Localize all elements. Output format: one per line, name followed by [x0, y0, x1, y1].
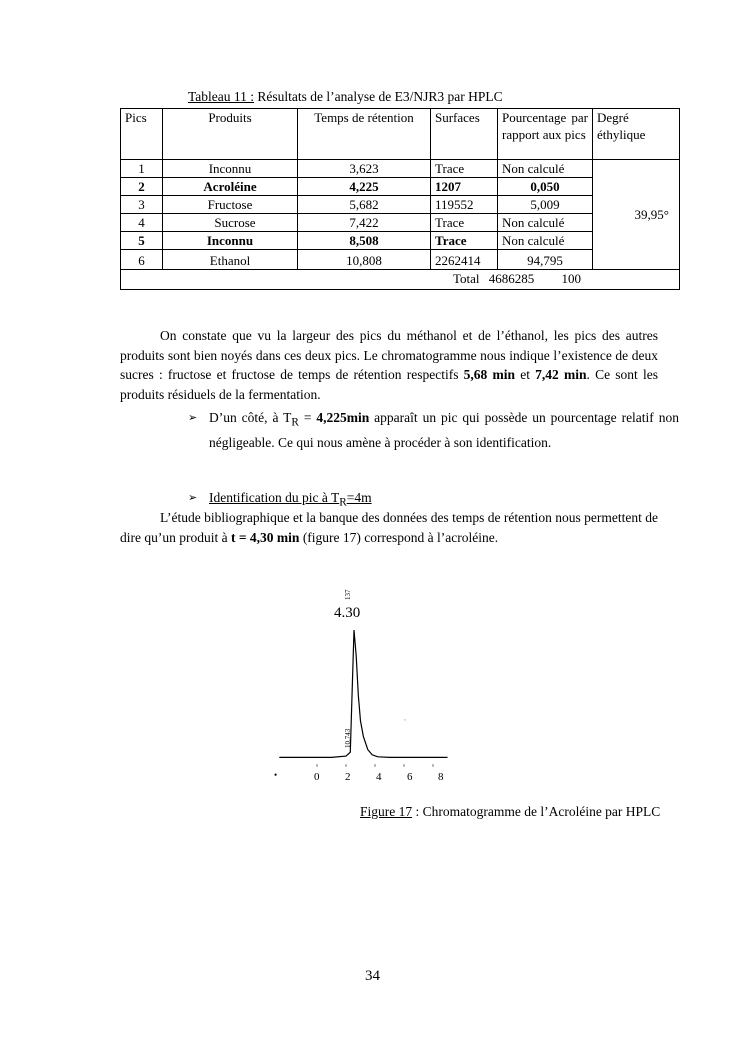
baseline-speck: , — [404, 713, 406, 722]
total-label: Total — [452, 271, 480, 286]
bullet-1-bold: 4,225min — [316, 410, 370, 425]
cell-temps: 10,808 — [298, 250, 431, 270]
table-header-row — [121, 109, 680, 160]
header-temps: Temps de rétention — [298, 109, 431, 160]
cell-produit: Inconnu — [163, 160, 298, 178]
cell-produit: Sucrose — [163, 214, 298, 232]
cell-produit: Ethanol — [163, 250, 298, 270]
bullet-1-subscript: R — [291, 416, 299, 429]
paragraph-1 — [120, 326, 658, 404]
cell-pourcentage: Non calculé — [498, 160, 593, 178]
header-surfaces: Surfaces — [431, 109, 498, 160]
bullet-2-text: Identification du pic à T — [209, 490, 340, 505]
cell-surface: Trace — [431, 160, 498, 178]
table-caption-label: Tableau 11 : — [188, 89, 255, 104]
cell-pourcentage: 5,009 — [498, 196, 593, 214]
chromatogram-trace — [279, 630, 447, 757]
axis-dot: • — [274, 770, 278, 780]
x-tick-label: 0 — [314, 771, 320, 783]
cell-pourcentage: Non calculé — [498, 214, 593, 232]
header-degre: Degré éthylique — [593, 109, 680, 160]
cell-pic: 1 — [121, 160, 163, 178]
cell-temps: 8,508 — [298, 232, 431, 250]
cell-pic: 2 — [121, 178, 163, 196]
arrow-bullet-icon: ➢ — [188, 491, 198, 504]
table-total-row — [121, 270, 680, 290]
arrow-bullet-icon: ➢ — [188, 411, 198, 424]
cell-temps: 7,422 — [298, 214, 431, 232]
figure-text: : Chromatogramme de l’Acroléine par HPLC — [412, 804, 661, 819]
bullet-1-text: D’un côté, à T — [209, 410, 292, 425]
total-cell — [121, 270, 680, 290]
cell-produit: Fructose — [163, 196, 298, 214]
figure-label: Figure 17 — [360, 804, 413, 819]
peak-label: 4.30 — [334, 605, 361, 621]
table-caption — [188, 89, 503, 105]
x-tick-label: 2 — [345, 771, 351, 783]
total-percent: 100 — [561, 271, 581, 286]
table-row — [121, 160, 680, 178]
paragraph-2-text: L’étude bibliographique et la banque des données des temps de rétention nous permettent de dire qu’un produit à — [120, 510, 658, 545]
x-axis-ticks — [314, 764, 444, 783]
x-tick-label: 6 — [407, 771, 413, 783]
header-pourcentage: Pourcentage par rapport aux pics — [498, 109, 593, 160]
paragraph-2-bold: t = 4,30 min — [230, 529, 300, 545]
cell-produit: Acroléine — [163, 178, 298, 196]
cell-surface: 1207 — [431, 178, 498, 196]
header-produits: Produits — [163, 109, 298, 160]
cell-temps: 4,225 — [298, 178, 431, 196]
cell-surface: Trace — [431, 232, 498, 250]
cell-pic: 5 — [121, 232, 163, 250]
cell-temps: 5,682 — [298, 196, 431, 214]
paragraph-1-text: On constate que vu la largeur des pics du méthanol et de l’éthanol, les pics des autres produits sont bien noyés dans ces deux pics. Le chromatogramme nous indique l’existence de deux sucres : fructose et fructose de temps de rétention respectifs — [120, 328, 658, 382]
cell-pourcentage: Non calculé — [498, 232, 593, 250]
table-caption-text: Résultats de l’analyse de E3/NJR3 par HPLC — [254, 89, 503, 104]
paragraph-2 — [120, 508, 658, 547]
results-table — [120, 108, 680, 290]
cell-produit: Inconnu — [163, 232, 298, 250]
x-tick-label: 4 — [376, 771, 382, 783]
bullet-2-heading — [209, 490, 372, 509]
total-surface: 4686285 — [488, 271, 535, 286]
bullet-1-text: = — [298, 410, 317, 425]
cell-surface: Trace — [431, 214, 498, 232]
cell-pic: 6 — [121, 250, 163, 270]
bullet-1 — [188, 408, 679, 453]
cell-pic: 3 — [121, 196, 163, 214]
annotation-retention-mid: 10.743 — [344, 728, 352, 748]
cell-surface: 2262414 — [431, 250, 498, 270]
page-number: 34 — [365, 968, 380, 984]
chromatogram-chart — [262, 580, 462, 785]
cell-temps: 3,623 — [298, 160, 431, 178]
annotation-retention-top: 137 — [344, 589, 352, 600]
cell-surface: 119552 — [431, 196, 498, 214]
bullet-2-subscript: R — [339, 496, 347, 509]
degree-cell: 39,95° — [593, 160, 680, 270]
paragraph-1-text: . Ce sont les produits résiduels de la fermentation. — [120, 367, 658, 402]
cell-pic: 4 — [121, 214, 163, 232]
cell-pourcentage: 0,050 — [498, 178, 593, 196]
bullet-2-text: =4m — [346, 490, 372, 505]
paragraph-1-text: et — [515, 367, 536, 382]
cell-pourcentage: 94,795 — [498, 250, 593, 270]
header-pics: Pics — [121, 109, 163, 160]
paragraph-1-bold-2: 7,42 min — [535, 367, 587, 382]
x-tick-label: 8 — [438, 771, 444, 783]
paragraph-1-bold-1: 5,68 min — [463, 367, 516, 382]
paragraph-2-text: (figure 17) correspond à l’acroléine. — [299, 529, 499, 545]
figure-caption — [360, 804, 660, 820]
bullet-1-text: apparaît un pic qui possède un pourcentage relatif non négligeable. Ce qui nous amène à procéder à son identification. — [209, 410, 679, 451]
